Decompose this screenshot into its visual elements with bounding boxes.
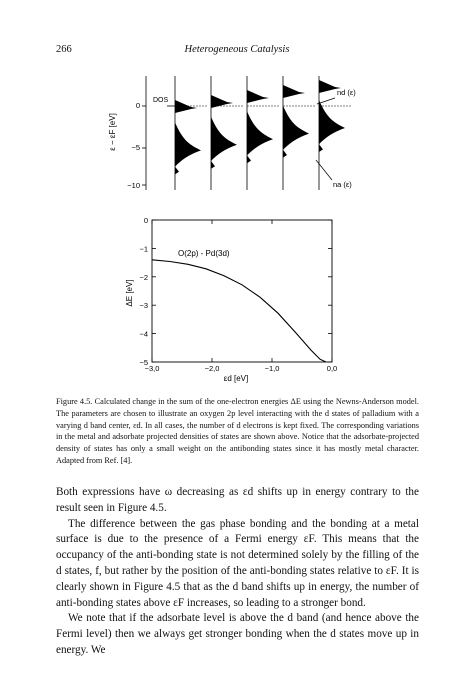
bonding-tail [247, 155, 251, 163]
d-band-dos [283, 106, 309, 150]
x-tick-label: −2,0 [204, 364, 220, 373]
nd-pointer [317, 98, 335, 104]
dos-y-tick: −5 [131, 143, 140, 152]
body-text [56, 485, 419, 659]
y-tick-label: −2 [139, 272, 148, 282]
label-na: na (ε) [333, 180, 352, 189]
series-line-o2p-pd3d [152, 260, 326, 362]
y-tick-label: −4 [139, 329, 148, 339]
x-tick-label: −3,0 [144, 364, 160, 373]
series-label: O(2p) - Pd(3d) [178, 249, 230, 258]
d-band-dos [211, 117, 237, 161]
paragraph-1: Both expressions have ω decreasing as εd shifts up in energy contrary to the result seen in Figure 4.5. [56, 486, 419, 514]
y-tick-label: −5 [139, 358, 148, 367]
page-number: 266 [56, 44, 72, 55]
y-tick-label: 0 [143, 216, 148, 225]
chart-plot-frame [152, 220, 332, 362]
d-band-dos [319, 100, 345, 144]
d-band-dos [175, 122, 201, 166]
bonding-tail [319, 144, 323, 152]
delta-e-chart [120, 213, 360, 383]
chart-ticks [139, 216, 337, 373]
antibonding-peak [247, 90, 269, 103]
bonding-tail [175, 167, 179, 175]
dos-panels [175, 76, 351, 190]
bonding-tail [211, 161, 215, 169]
figure-caption: Figure 4.5. Calculated change in the sum of the one-electron energies ΔE using the Newns-Anderson model. The parameters are chosen to illustrate an oxygen 2p level interacting with the d states of palladium with a varying d band center, εd. In all cases, the number of d electrons is kept fixed. The corresponding variations in the metal and adsorbate projected densities of states are shown above. Notice that the adsorbate-projected density of states has only a small weight on the antibonding states since it has mostly metal character. Adapted from Ref. [4]. [56, 397, 419, 465]
chart-xlabel: εd [eV] [223, 374, 249, 383]
dos-y-axis-label: ε − εF [eV] [108, 113, 117, 151]
d-band-dos [247, 111, 273, 155]
paragraph-2: The difference between the gas phase bonding and the bonding at a metal surface is due to the presence of a Fermi energy εF. This means that the occupancy of the anti-bonding state is not determined solely by the filling of the d states, f, but rather by the position of the anti-bonding states relative to εF. It is clearly shown in Figure 4.5 that as the d band shifts up in energy, the number of anti-bonding states above εF increases, so leading to a stronger bond. [56, 517, 419, 609]
dos-y-tick: −10 [127, 181, 140, 190]
antibonding-peak [283, 85, 305, 98]
bonding-tail [283, 150, 287, 158]
page-header [0, 44, 474, 60]
antibonding-peak [175, 100, 197, 113]
dos-panel [283, 76, 315, 190]
dos-y-tick: 0 [135, 101, 140, 110]
label-nd: nd (ε) [337, 88, 356, 97]
chart-ylabel: ΔE [eV] [125, 279, 134, 307]
dos-label: DOS [153, 97, 169, 104]
paragraph-3: We note that if the adsorbate level is above the d band (and hence above the Fermi level) then we always get stronger bonding when the d states move up in energy. We [56, 612, 419, 656]
y-tick-label: −3 [139, 301, 148, 311]
dos-panel [247, 76, 279, 190]
running-title: Heterogeneous Catalysis [184, 44, 290, 55]
y-tick-label: −1 [139, 244, 148, 254]
x-tick-label: 0,0 [326, 364, 338, 373]
dos-figure [105, 66, 365, 196]
na-pointer [316, 160, 332, 180]
dos-panel [175, 76, 207, 190]
x-tick-label: −1,0 [264, 364, 280, 373]
dos-panel [211, 76, 243, 190]
